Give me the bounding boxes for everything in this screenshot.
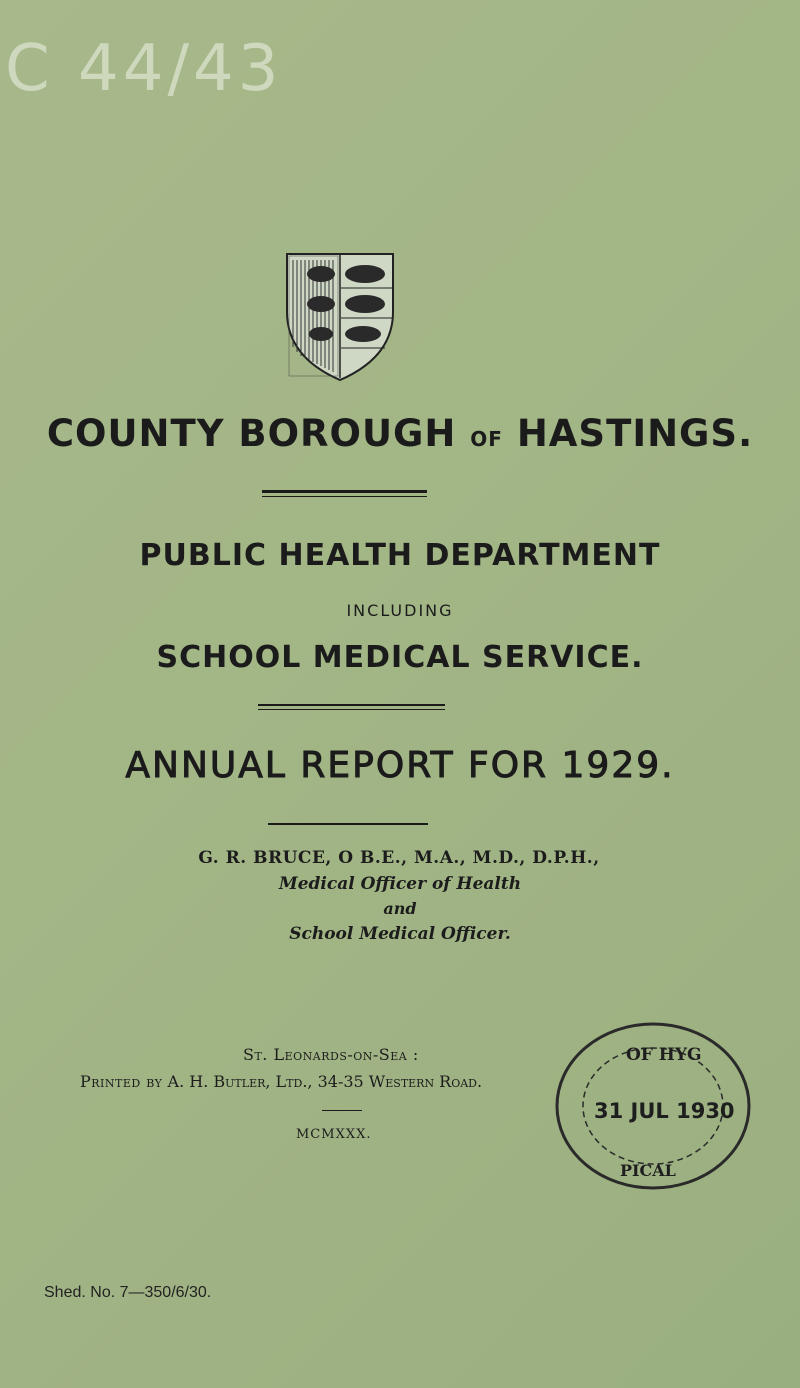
title-of: OF	[470, 427, 503, 451]
imprint-printer: A. H. Butler, Ltd., 34-35 Western Road.	[167, 1072, 483, 1091]
stamp-date: 31 JUL 1930	[594, 1099, 735, 1123]
imprint-line	[80, 1072, 482, 1091]
including-text: INCLUDING	[346, 601, 454, 620]
report-title: ANNUAL REPORT FOR 1929.	[125, 745, 675, 786]
author-and: and	[383, 899, 417, 918]
imprint-printed-by: Printed by	[80, 1072, 163, 1091]
author-role-2: School Medical Officer.	[289, 924, 511, 944]
divider	[258, 709, 445, 710]
imprint-year: MCMXXX.	[296, 1127, 372, 1142]
stamp-top-text: OF HYG	[626, 1045, 702, 1065]
author-name: G. R. BRUCE, O B.E., M.A., M.D., D.P.H.,	[198, 848, 600, 868]
stamp-bottom-text: PICAL	[620, 1161, 676, 1180]
handwritten-reference-number: C 44/43	[5, 32, 283, 106]
library-stamp	[548, 1018, 758, 1203]
coat-of-arms-icon	[285, 252, 395, 387]
divider	[268, 823, 428, 825]
author-block	[0, 848, 800, 944]
title-county-borough: COUNTY BOROUGH	[46, 412, 457, 455]
page-title	[0, 412, 800, 455]
divider	[262, 496, 427, 497]
shelf-mark: Shed. No. 7—350/6/30.	[44, 1284, 212, 1301]
divider	[322, 1110, 362, 1111]
author-role-1: Medical Officer of Health	[278, 874, 522, 894]
department-heading: PUBLIC HEALTH DEPARTMENT	[139, 538, 661, 573]
divider	[258, 704, 445, 706]
divider	[262, 490, 427, 493]
title-hastings: HASTINGS.	[516, 412, 754, 455]
service-heading: SCHOOL MEDICAL SERVICE.	[156, 640, 644, 675]
imprint-place: St. Leonards-on-Sea :	[243, 1045, 419, 1064]
